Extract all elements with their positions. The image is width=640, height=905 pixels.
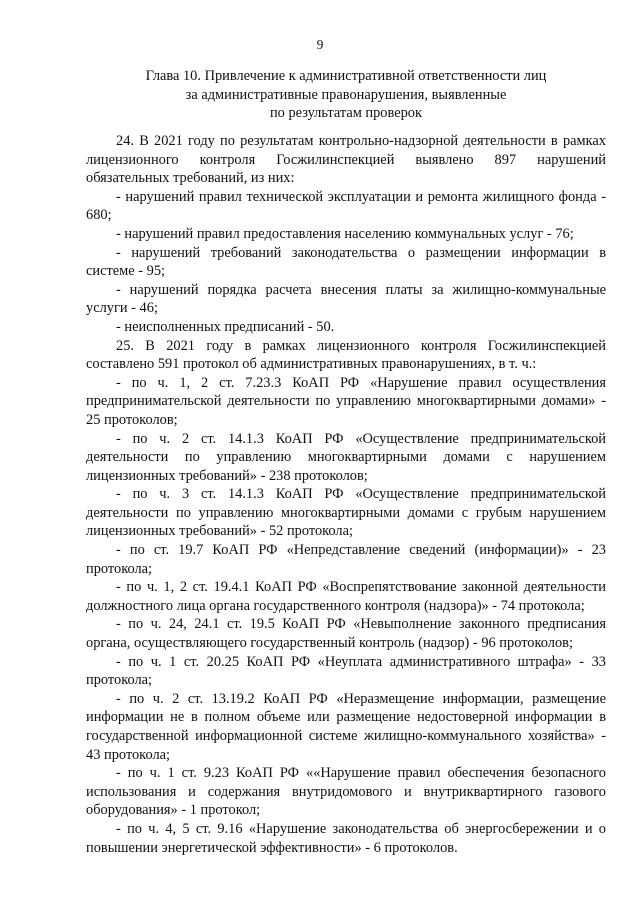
chapter-title: [86, 67, 606, 123]
chapter-title-line: за административные правонарушения, выявленные: [185, 86, 507, 103]
list-item: - по ч. 2 ст. 13.19.2 КоАП РФ «Неразмещение информации, размещение информации не в полном объеме или размещение недостоверной информации в государственной информационной системе жилищно-коммунального хозяйства» - 43 протокола;: [86, 690, 606, 763]
list-item: - по ч. 1 ст. 20.25 КоАП РФ «Неуплата административного штрафа» - 33 протокола;: [86, 653, 606, 689]
list-item: - неисполненных предписаний - 50.: [116, 318, 335, 335]
paragraph-24: 24. В 2021 году по результатам контрольно-надзорной деятельности в рамках лицензионного контроля Госжилинспекцией выявлено 897 нарушений обязательных требований, из них:: [86, 133, 606, 187]
list-item: - нарушений правил предоставления населению коммунальных услуг - 76;: [116, 225, 574, 242]
list-item: - нарушений требований законодательства о размещении информации в системе - 95;: [86, 244, 606, 280]
chapter-title-line: по результатам проверок: [269, 105, 422, 121]
page-number: 9: [316, 37, 324, 52]
list-item: - по ч. 24, 24.1 ст. 19.5 КоАП РФ «Невыполнение законного предписания органа, осуществляющего государственный контроль (надзор) - 96 протоколов;: [86, 616, 606, 652]
list-item: - нарушений правил технической эксплуатации и ремонта жилищного фонда - 680;: [86, 188, 606, 224]
paragraph-25: 25. В 2021 году в рамках лицензионного контроля Госжилинспекцией составлено 591 протокол об административных правонарушениях, в т. ч.:: [86, 337, 606, 373]
list-item: - по ч. 1, 2 ст. 7.23.3 КоАП РФ «Нарушение правил осуществления предпринимательской деятельности по управлению многоквартирными домами» - 25 протоколов;: [86, 374, 606, 428]
chapter-title-line: Глава 10. Привлечение к административной ответственности лиц: [145, 68, 547, 84]
list-item: - по ч. 4, 5 ст. 9.16 «Нарушение законодательства об энергосбережении и о повышении энергетической эффективности» - 6 протоколов.: [86, 820, 606, 856]
list-item: - по ч. 3 ст. 14.1.3 КоАП РФ «Осуществление предпринимательской деятельности по управлению многоквартирными домами с грубым нарушением лицензионных требований» - 52 протокола;: [86, 486, 606, 540]
list-item: - по ч. 2 ст. 14.1.3 КоАП РФ «Осуществление предпринимательской деятельности по управлению многоквартирными домами с нарушением лицензионных требований» - 238 протоколов;: [86, 430, 606, 484]
list-item: - по ст. 19.7 КоАП РФ «Непредставление сведений (информации)» - 23 протокола;: [86, 542, 606, 577]
list-item: - по ч. 1 ст. 9.23 КоАП РФ ««Нарушение правил обеспечения безопасного использования и содержания внутридомового и внутриквартирного газового оборудования» - 1 протокол;: [86, 765, 606, 819]
body-text: [86, 132, 606, 857]
list-item: - по ч. 1, 2 ст. 19.4.1 КоАП РФ «Воспрепятствование законной деятельности должностного лица органа государственного контроля (надзора)» - 74 протокола;: [86, 579, 606, 614]
list-item: - нарушений порядка расчета внесения платы за жилищно-коммунальные услуги - 46;: [86, 281, 606, 317]
